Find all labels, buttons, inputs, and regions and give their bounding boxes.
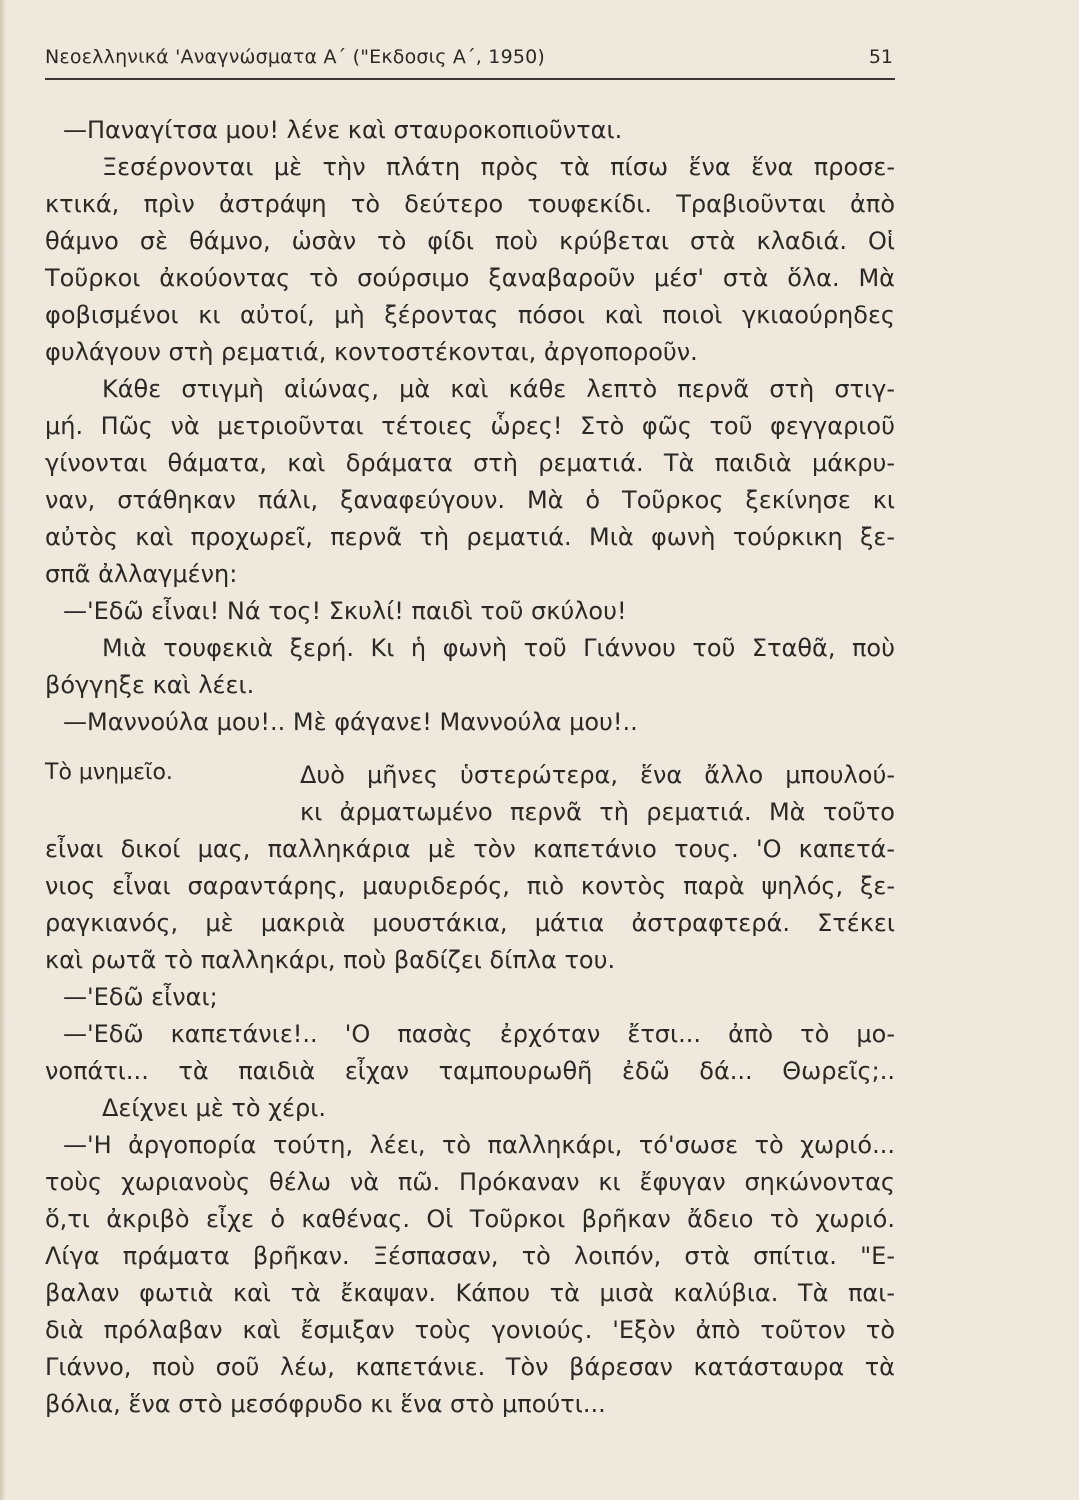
text-line: —'Εδῶ καπετάνιε!.. 'Ο πασὰς ἐρχόταν ἔτσι... ἀπὸ τὸ μο- <box>63 1020 895 1048</box>
text-line: γίνονται θάματα, καὶ δράματα στὴ ρεματιά. Τὰ παιδιὰ μάκρυ- <box>45 449 895 477</box>
text-line: Τοῦρκοι ἀκούοντας τὸ σούρσιμο ξαναβαροῦν μέσ' στὰ ὅλα. Μὰ <box>45 264 895 292</box>
text-line: φοβισμένοι κι αὐτοί, μὴ ξέροντας πόσοι καὶ ποιοὶ γκιαούρηδες <box>45 301 895 329</box>
text-line: ναν, στάθηκαν πάλι, ξαναφεύγουν. Μὰ ὁ Τοῦρκος ξεκίνησε κι <box>45 486 895 514</box>
text-line: θάμνο σὲ θάμνο, ὡσὰν τὸ φίδι ποὺ κρύβεται στὰ κλαδιά. Οἱ <box>45 227 895 255</box>
text-line: καὶ ρωτᾶ τὸ παλληκάρι, ποὺ βαδίζει δίπλα του. <box>45 946 616 974</box>
text-line: Δείχνει μὲ τὸ χέρι. <box>102 1094 326 1122</box>
text-line: σπᾶ ἀλλαγμένη: <box>45 560 238 588</box>
text-line: κι ἀρματωμένο περνᾶ τὴ ρεματιά. Μὰ τοῦτο <box>300 798 895 826</box>
text-line: —Παναγίτσα μου! λένε καὶ σταυροκοπιοῦνται. <box>63 116 623 144</box>
margin-note: Τὸ μνημεῖο. <box>45 760 173 785</box>
text-line: ὅ,τι ἀκριβὸ εἶχε ὁ καθένας. Οἱ Τοῦρκοι βρῆκαν ἄδειο τὸ χωριό. <box>45 1205 895 1233</box>
text-line: κτικά, πρὶν ἀστράψη τὸ δεύτερο τουφεκίδι. Τραβιοῦνται ἀπὸ <box>45 190 895 218</box>
text-line: φυλάγουν στὴ ρεματιά, κοντοστέκονται, ἀργοποροῦν. <box>45 338 698 366</box>
text-line: ραγκιανός, μὲ μακριὰ μουστάκια, μάτια ἀστραφτερά. Στέκει <box>45 909 895 937</box>
text-line: Γιάννο, ποὺ σοῦ λέω, καπετάνιε. Τὸν βάρεσαν κατάσταυρα τὰ <box>45 1353 895 1381</box>
page-edge <box>0 0 6 1500</box>
text-line: τοὺς χωριανοὺς θέλω νὰ πῶ. Πρόκαναν κι ἔφυγαν σηκώνοντας <box>45 1168 895 1196</box>
text-line: —'Εδῶ εἶναι; <box>63 983 218 1011</box>
text-line: Λίγα πράματα βρῆκαν. Ξέσπασαν, τὸ λοιπόν, στὰ σπίτια. "Ε- <box>45 1242 895 1270</box>
text-line: βόλια, ἕνα στὸ μεσόφρυδο κι ἕνα στὸ μπούτι... <box>45 1390 606 1418</box>
text-line: βόγγηξε καὶ λέει. <box>45 671 255 699</box>
text-line: αὐτὸς καὶ προχωρεῖ, περνᾶ τὴ ρεματιά. Μιὰ φωνὴ τούρκικη ξε- <box>45 523 895 551</box>
text-line: Μιὰ τουφεκιὰ ξερή. Κι ἡ φωνὴ τοῦ Γιάννου τοῦ Σταθᾶ, ποὺ <box>102 634 895 662</box>
text-line: διὰ πρόλαβαν καὶ ἔσμιξαν τοὺς γονιούς. 'Εξὸν ἀπὸ τοῦτον τὸ <box>45 1316 895 1344</box>
text-line: —'Εδῶ εἶναι! Νά τος! Σκυλί! παιδὶ τοῦ σκύλου! <box>63 597 627 625</box>
text-line: νιος εἶναι σαραντάρης, μαυριδερός, πιὸ κοντὸς παρὰ ψηλός, ξε- <box>45 872 895 900</box>
text-line: —'Η ἀργοπορία τούτη, λέει, τὸ παλληκάρι, τό'σωσε τὸ χωριό... <box>63 1131 895 1159</box>
text-line: Κάθε στιγμὴ αἰώνας, μὰ καὶ κάθε λεπτὸ περνᾶ στὴ στιγ- <box>102 375 895 403</box>
text-line: μή. Πῶς νὰ μετριοῦνται τέτοιες ὧρες! Στὸ φῶς τοῦ φεγγαριοῦ <box>45 412 895 440</box>
text-line: Δυὸ μῆνες ὑστερώτερα, ἕνα ἄλλο μπουλού- <box>300 761 895 789</box>
text-line: νοπάτι... τὰ παιδιὰ εἶχαν ταμπουρωθῆ ἐδῶ δά... Θωρεῖς;.. <box>45 1057 895 1085</box>
text-line: εἶναι δικοί μας, παλληκάρια μὲ τὸν καπετάνιο τους. 'Ο καπετά- <box>45 835 895 863</box>
text-line: βαλαν φωτιὰ καὶ τὰ ἔκαψαν. Κάπου τὰ μισὰ καλύβια. Τὰ παι- <box>45 1279 895 1307</box>
running-title: Νεοελληνικά 'Αναγνώσματα Α΄ ("Εκδοσις Α΄, 1950) <box>45 46 546 68</box>
text-line: Ξεσέρνονται μὲ τὴν πλάτη πρὸς τὰ πίσω ἕνα ἕνα προσε- <box>102 153 895 181</box>
running-header <box>45 42 895 80</box>
text-line: —Μαννούλα μου!.. Μὲ φάγανε! Μαννούλα μου!.. <box>63 708 638 736</box>
page-number: 51 <box>868 46 893 68</box>
